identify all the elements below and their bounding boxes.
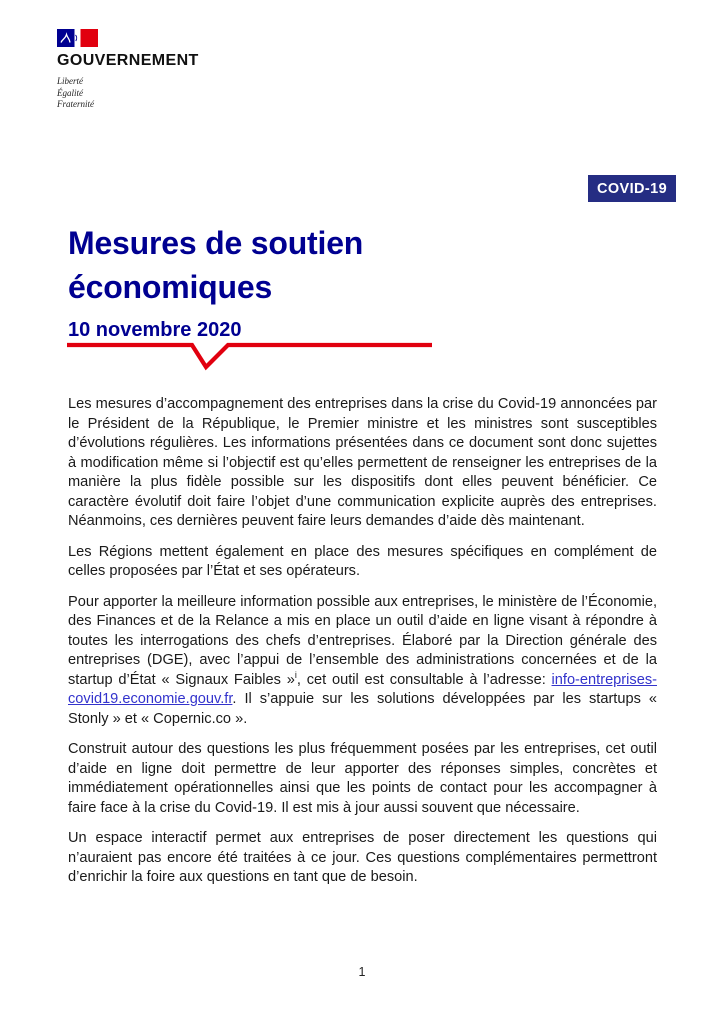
- motto-line-egalite: Égalité: [57, 87, 83, 98]
- info-entreprises-link[interactable]: info-entreprises-covid19.economie.gouv.fr: [68, 671, 657, 707]
- paragraph-outil-part1: Pour apporter la meilleure information possible aux entreprises, le ministère de l’Économie, des Finances et de la Relance a mis en place un outil d’aide en ligne visant à répondre à toutes les interrogations des chefs d’entreprises. Élaboré par la Direction générale des entreprises (DGE), avec l’appui de l’ensemble des administrations concernées et de la startup d’État « Signaux Faibles »: [68, 593, 657, 688]
- document-date: 10 novembre 2020: [68, 319, 242, 341]
- red-divider-line: [66, 340, 435, 372]
- title-block: [68, 221, 363, 342]
- paragraph-construit: Construit autour des questions les plus fréquemment posées par les entreprises, cet outil d’aide en ligne doit permettre de leur apporter des réponses simples, concrètes et immédiatement opérationnelles ainsi que les points de contact pour les accompagner à faire face à la crise du Covid-19. Il est mis à jour aussi souvent que nécessaire.: [68, 741, 657, 816]
- paragraph-regions: Les Régions mettent également en place des mesures spécifiques en complément de celles proposées par l’État et ses opérateurs.: [68, 543, 657, 579]
- page-title: [68, 221, 363, 309]
- page-title-line1: Mesures de soutien: [68, 225, 364, 261]
- government-wordmark: GOUVERNEMENT: [57, 52, 199, 69]
- paragraph-intro: Les mesures d’accompagnement des entreprises dans la crise du Covid-19 annoncées par le Président de la République, le Premier ministre et les ministres sont susceptibles d’évolutions régulières. Les informations présentées dans ce document sont donc sujettes à modification même si l’objectif est qu’elles permettent de renseigner les entreprises de la manière la plus fidèle possible sur les dispositifs dont elles peuvent bénéficier. Ce caractère évolutif doit faire l’objet d’une communication explicite auprès des entreprises. Néanmoins, ces dernières peuvent faire leurs demandes d’aide dès maintenant.: [68, 396, 657, 529]
- motto-line-liberte: Liberté: [57, 76, 83, 86]
- paragraph-espace-interactif: Un espace interactif permet aux entreprises de poser directement les questions qui n’auraient pas encore été traitées à ce jour. Ces questions complémentaires permettront d’enrichir la foire aux questions en tant que de besoin.: [68, 830, 657, 885]
- government-logo: [57, 29, 199, 111]
- covid19-badge-label: COVID-19: [596, 180, 668, 197]
- paragraph-outil-part2: , cet outil est consultable à l’adresse:: [296, 671, 552, 688]
- paragraph-outil: [68, 593, 657, 730]
- republic-motto: [57, 76, 199, 111]
- page-title-line2: économiques: [68, 269, 273, 305]
- french-flag-icon: [57, 29, 98, 47]
- page-number: 1: [358, 965, 366, 979]
- paragraph-outil-part3: . Il s’appuie sur les solutions développées par les startups « Stonly » et « Copernic.co ».: [68, 691, 657, 727]
- motto-line-fraternite: Fraternité: [57, 99, 94, 109]
- document-body: [68, 395, 657, 899]
- footnote-marker: i: [294, 669, 297, 680]
- covid19-badge: [588, 175, 676, 202]
